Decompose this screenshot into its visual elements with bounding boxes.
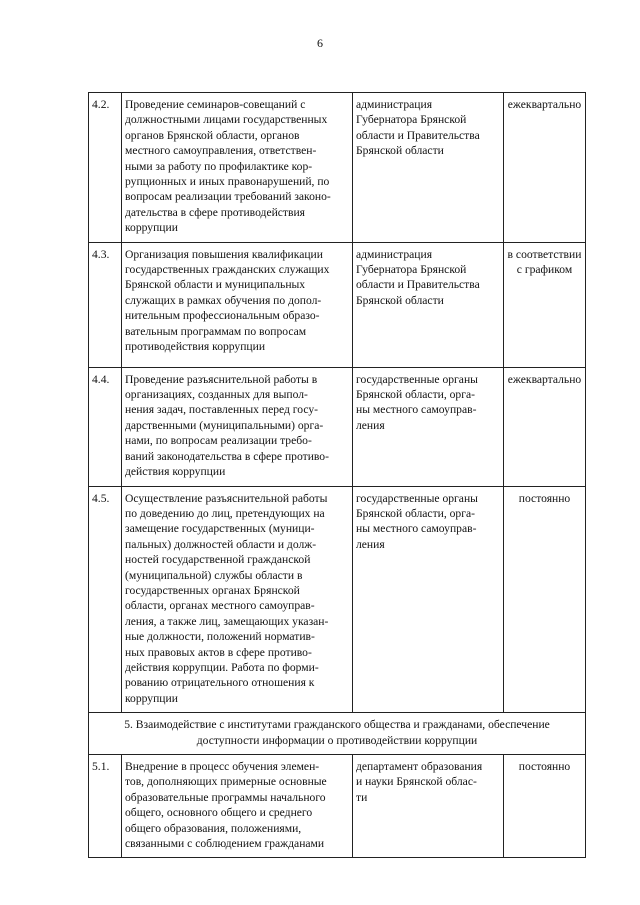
term-line: постоянно — [518, 760, 571, 773]
term-cell — [504, 367, 586, 486]
table-row — [89, 367, 586, 486]
executor-line: государственные органы — [356, 372, 478, 386]
executor-line: Брянской области — [356, 293, 444, 307]
executor-cell — [353, 93, 504, 243]
section-heading-row — [89, 713, 586, 755]
row-number: 5.1. — [89, 755, 122, 858]
executor-line: Губернатора Брянской — [356, 263, 467, 277]
term-line: постоянно — [518, 491, 571, 505]
section-heading — [89, 713, 586, 755]
action-line: ные должности, положений норматив- — [125, 630, 315, 644]
term-cell — [504, 486, 586, 713]
action-cell — [122, 367, 353, 486]
executor-line: государственные органы — [356, 491, 478, 505]
table-row — [89, 242, 586, 367]
action-cell — [122, 242, 353, 367]
executor-line: области и Правительства — [356, 278, 480, 292]
table-row — [89, 755, 586, 858]
section-heading-line: доступности информации о противодействии коррупции — [196, 733, 478, 747]
action-cell — [122, 486, 353, 713]
executor-cell — [353, 755, 504, 858]
action-line: нения задач, поставленных перед госу- — [125, 403, 319, 417]
action-line: должностными лицами государственных — [125, 113, 328, 127]
term-line: ежеквартально — [507, 98, 582, 111]
section-heading-line: 5. Взаимодействие с институтами гражданского общества и гражданами, обеспечение — [124, 718, 550, 732]
action-line: общего образования, положениями, — [125, 821, 302, 835]
action-line: дательства в сфере противодействия — [125, 205, 306, 219]
action-cell — [122, 93, 353, 243]
executor-cell — [353, 367, 504, 486]
table-row — [89, 93, 586, 243]
action-line: нительным профессиональным образо- — [125, 309, 320, 323]
action-line: коррупции — [125, 221, 178, 235]
executor-line: ления — [356, 537, 385, 551]
row-number: 4.2. — [89, 93, 122, 243]
action-line: организациях, созданных для выпол- — [125, 388, 308, 402]
action-line: коррупции — [125, 691, 178, 705]
executor-line: и науки Брянской облас- — [356, 775, 477, 789]
action-line: служащих в рамках обучения по допол- — [125, 293, 322, 307]
executor-line: департамент образования — [356, 760, 483, 773]
executor-line: Брянской области — [356, 144, 444, 158]
row-number: 4.3. — [89, 242, 122, 367]
action-line: образовательные программы начального — [125, 790, 326, 804]
action-line: нами, по вопросам реализации требо- — [125, 434, 312, 448]
action-line: Организация повышения квалификации — [125, 247, 323, 261]
executor-cell — [353, 486, 504, 713]
term-line: с графиком — [516, 263, 573, 277]
action-line: действия коррупции. Работа по форми- — [125, 660, 319, 674]
action-line: ными за работу по профилактике кор- — [125, 159, 313, 173]
action-line: органов Брянской области, органов — [125, 128, 300, 142]
executor-line: Брянской области, орга- — [356, 388, 475, 402]
action-line: Проведение разъяснительной работы в — [125, 372, 318, 386]
row-number: 4.4. — [89, 367, 122, 486]
action-line: тов, дополняющих примерные основные — [125, 775, 327, 789]
action-line: Проведение семинаров-совещаний с — [125, 98, 306, 111]
executor-line: области и Правительства — [356, 128, 480, 142]
executor-line: Брянской области, орга- — [356, 506, 475, 520]
action-line: общего, основного общего и среднего — [125, 806, 313, 820]
term-cell — [504, 242, 586, 367]
executor-line: администрация — [356, 98, 433, 111]
action-line: дарственными (муниципальными) орга- — [125, 418, 324, 432]
action-line: государственных гражданских служащих — [125, 263, 330, 277]
action-line: вопросам реализации требований законо- — [125, 190, 331, 204]
action-line: рупционных и иных правонарушений, по — [125, 175, 330, 189]
action-line: ваний законодательства в сфере противо- — [125, 449, 329, 463]
action-line: противодействия коррупции — [125, 340, 266, 354]
action-line: замещение государственных (муници- — [125, 522, 315, 536]
action-line: вательным программам по вопросам — [125, 324, 307, 338]
term-line: ежеквартально — [507, 372, 582, 386]
executor-line: администрация — [356, 247, 433, 261]
term-cell — [504, 93, 586, 243]
action-line: ных правовых актов в сфере противо- — [125, 645, 312, 659]
action-line: ления, а также лиц, замещающих указан- — [125, 614, 329, 628]
action-cell — [122, 755, 353, 858]
action-line: пальных) должностей области и долж- — [125, 537, 317, 551]
action-line: (муниципальной) службы области в — [125, 568, 303, 582]
executor-line: ны местного самоуправ- — [356, 522, 477, 536]
action-plan-table — [88, 92, 586, 858]
action-line: рованию отрицательного отношения к — [125, 676, 315, 690]
action-line: ностей государственной гражданской — [125, 553, 311, 567]
action-line: Внедрение в процесс обучения элемен- — [125, 760, 320, 773]
action-line: местного самоуправления, ответствен- — [125, 144, 317, 158]
page-number: 6 — [317, 36, 323, 50]
term-line: в соответствии — [507, 247, 582, 261]
row-number: 4.5. — [89, 486, 122, 713]
executor-line: ны местного самоуправ- — [356, 403, 477, 417]
executor-cell — [353, 242, 504, 367]
table-row — [89, 486, 586, 713]
term-cell — [504, 755, 586, 858]
executor-line: ления — [356, 418, 385, 432]
action-line: Брянской области и муниципальных — [125, 278, 306, 292]
executor-line: Губернатора Брянской — [356, 113, 467, 127]
executor-line: ти — [356, 790, 368, 804]
action-line: по доведению до лиц, претендующих на — [125, 506, 325, 520]
action-line: действия коррупции — [125, 465, 226, 479]
action-line: Осуществление разъяснительной работы — [125, 491, 328, 505]
action-line: государственных органах Брянской — [125, 583, 300, 597]
action-line: связанными с соблюдением гражданами — [125, 837, 325, 851]
action-line: области, органах местного самоуправ- — [125, 599, 315, 613]
